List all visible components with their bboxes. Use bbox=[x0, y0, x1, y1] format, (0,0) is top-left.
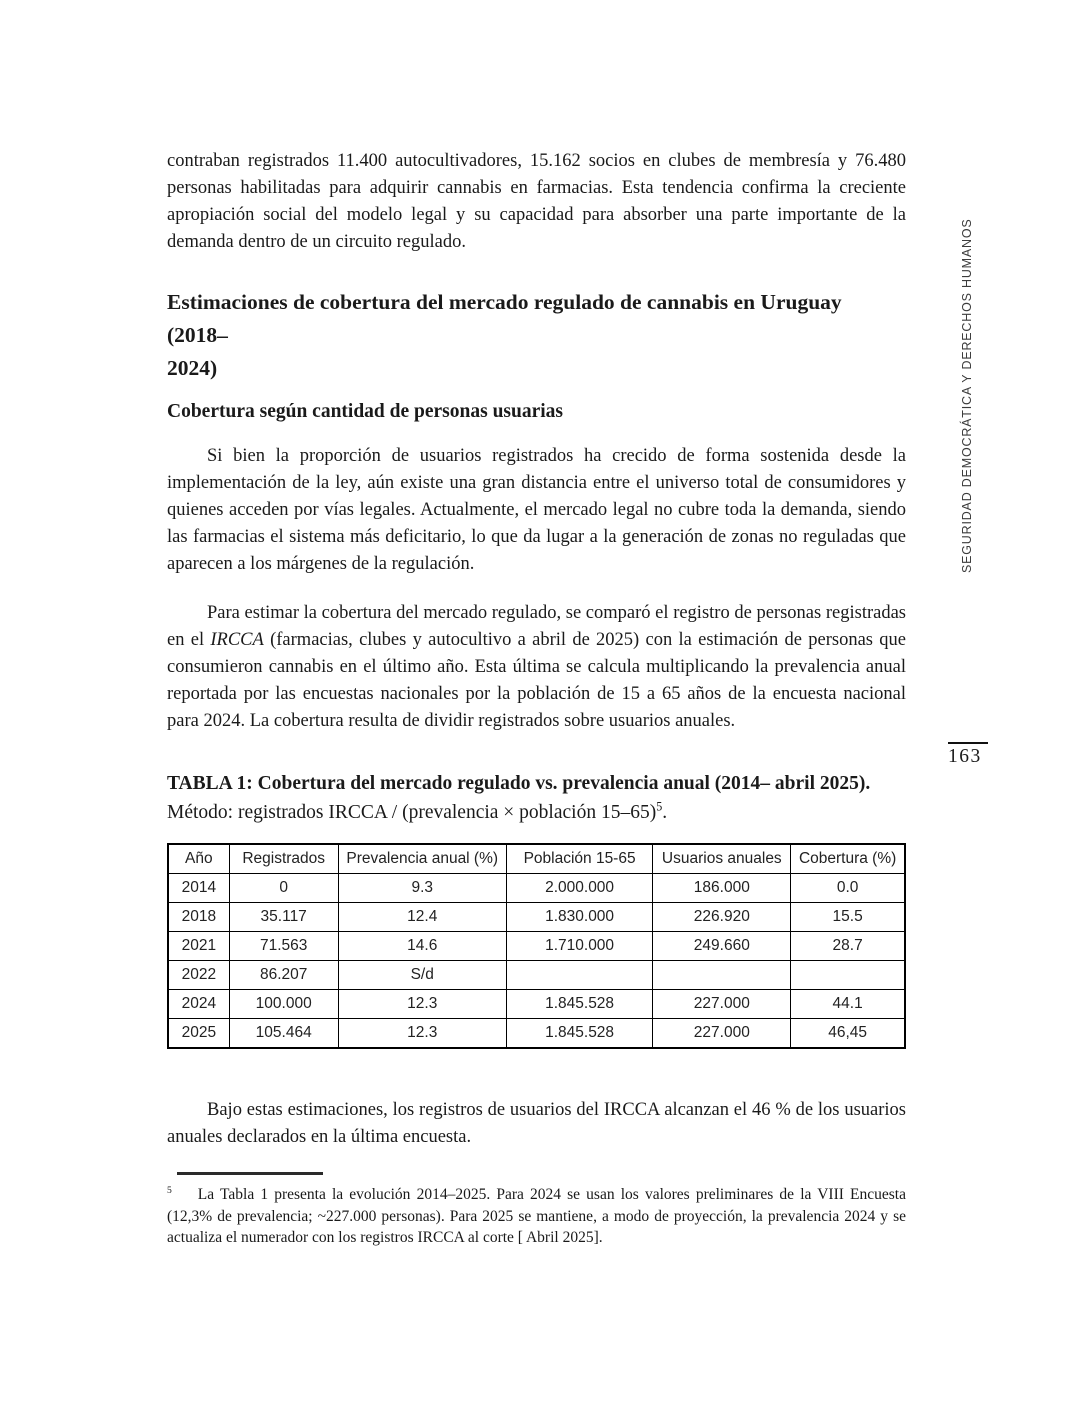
table-cell: 2022 bbox=[168, 961, 229, 990]
table-caption-method bbox=[167, 798, 906, 827]
table-caption-method-period: . bbox=[662, 802, 668, 823]
table-cell: 1.845.528 bbox=[506, 1019, 653, 1049]
table-cell: 0.0 bbox=[791, 874, 905, 903]
table-cell bbox=[791, 961, 905, 990]
table-cell: 227.000 bbox=[653, 1019, 791, 1049]
table-cell: 1.710.000 bbox=[506, 932, 653, 961]
table-cell: 9.3 bbox=[338, 874, 506, 903]
table-header-registrados: Registrados bbox=[229, 844, 338, 874]
table-cell bbox=[506, 961, 653, 990]
table-cell: 2021 bbox=[168, 932, 229, 961]
table-cell: 71.563 bbox=[229, 932, 338, 961]
table-caption bbox=[167, 769, 906, 827]
data-table bbox=[167, 843, 906, 1049]
table-row bbox=[168, 990, 905, 1019]
table-cell: 86.207 bbox=[229, 961, 338, 990]
table-cell: 28.7 bbox=[791, 932, 905, 961]
table-cell: 249.660 bbox=[653, 932, 791, 961]
table-cell: 2018 bbox=[168, 903, 229, 932]
table-cell: 226.920 bbox=[653, 903, 791, 932]
table-cell: 1.830.000 bbox=[506, 903, 653, 932]
table-cell: S/d bbox=[338, 961, 506, 990]
table-cell: 105.464 bbox=[229, 1019, 338, 1049]
table-cell: 1.845.528 bbox=[506, 990, 653, 1019]
table-cell: 2025 bbox=[168, 1019, 229, 1049]
table-header-row bbox=[168, 844, 905, 874]
page-number-rule bbox=[948, 742, 988, 744]
table-row bbox=[168, 1019, 905, 1049]
table-cell: 15.5 bbox=[791, 903, 905, 932]
table-cell: 12.3 bbox=[338, 1019, 506, 1049]
paragraph-3-text-post: (farmacias, clubes y autocultivo a abril de 2025) con la estimación de personas que consumieron cannabis en el último año. Esta última se calcula multiplicando la prevalencia anual reportada por las encuestas nacionales por la población de 15 a 65 años de la encuesta nacional para 2024. La cobertura resulta de dividir registrados sobre usuarios anuales. bbox=[167, 630, 906, 731]
section-heading-line1: Estimaciones de cobertura del mercado regulado de cannabis en Uruguay (2018– bbox=[167, 290, 842, 347]
table-cell: 100.000 bbox=[229, 990, 338, 1019]
body-paragraph-1: contraban registrados 11.400 autocultivadores, 15.162 socios en clubes de membresía y 76.480 personas habilitadas para adquirir cannabis en farmacias. Esta tendencia confirma la creciente apropiación social del modelo legal y su capacidad para absorber una parte importante de la demanda dentro de un circuito regulado. bbox=[167, 151, 906, 252]
section-heading-line2: 2024) bbox=[167, 356, 218, 380]
table-cell: 35.117 bbox=[229, 903, 338, 932]
table-caption-method-text: Método: registrados IRCCA / (prevalencia × población 15–65) bbox=[167, 802, 657, 823]
table-cell: 2014 bbox=[168, 874, 229, 903]
table-cell: 14.6 bbox=[338, 932, 506, 961]
footnote-marker: 5 bbox=[167, 1184, 172, 1196]
table-cell: 227.000 bbox=[653, 990, 791, 1019]
table-cell: 2024 bbox=[168, 990, 229, 1019]
table-header-prevalencia: Prevalencia anual (%) bbox=[338, 844, 506, 874]
page-number-block bbox=[948, 742, 990, 768]
body-paragraph-2: Si bien la proporción de usuarios registrados ha crecido de forma sostenida desde la implementación de la ley, aún existe una gran distancia entre el universo total de consumidores y quienes acceden por vías legales. Actualmente, el mercado legal no cubre toda la demanda, siendo las farmacias el sistema más deficitario, lo que da lugar a la generación de zonas no reguladas que aparecen a los márgenes de la regulación. bbox=[167, 446, 906, 574]
section-heading bbox=[167, 286, 906, 385]
sidebar-vertical-text: SEGURIDAD DEMOCRÁTICA Y DERECHOS HUMANOS bbox=[960, 218, 974, 573]
footnote-separator bbox=[177, 1172, 323, 1175]
table-cell: 186.000 bbox=[653, 874, 791, 903]
table-row bbox=[168, 961, 905, 990]
table-cell bbox=[653, 961, 791, 990]
main-text-column bbox=[167, 148, 906, 1151]
table-caption-footnote-ref: 5 bbox=[656, 799, 663, 814]
page-number: 163 bbox=[948, 746, 982, 767]
footnote-block bbox=[167, 1172, 906, 1249]
paragraph-3-text-pre: Para estimar la cobertura del mercado regulado, se comparó el registro de personas registradas en el bbox=[167, 603, 906, 650]
table-cell: 46,45 bbox=[791, 1019, 905, 1049]
table-row bbox=[168, 874, 905, 903]
subsection-heading: Cobertura según cantidad de personas usuarias bbox=[167, 401, 564, 422]
table-header-usuarios: Usuarios anuales bbox=[653, 844, 791, 874]
ircca-italic: IRCCA bbox=[210, 630, 264, 650]
table-cell: 0 bbox=[229, 874, 338, 903]
body-paragraph-3 bbox=[167, 600, 906, 735]
table-row bbox=[168, 903, 905, 932]
table-cell: 44.1 bbox=[791, 990, 905, 1019]
table-cell: 12.4 bbox=[338, 903, 506, 932]
body-paragraph-4: Bajo estas estimaciones, los registros de usuarios del IRCCA alcanzan el 46 % de los usuarios anuales declarados en la última encuesta. bbox=[167, 1100, 906, 1147]
table-caption-title: TABLA 1: Cobertura del mercado regulado vs. prevalencia anual (2014– abril 2025). bbox=[167, 773, 871, 794]
table-header-ano: Año bbox=[168, 844, 229, 874]
table-cell: 2.000.000 bbox=[506, 874, 653, 903]
footnote bbox=[167, 1184, 906, 1249]
table-header-poblacion: Población 15-65 bbox=[506, 844, 653, 874]
table-header-cobertura: Cobertura (%) bbox=[791, 844, 905, 874]
table-cell: 12.3 bbox=[338, 990, 506, 1019]
footnote-text: La Tabla 1 presenta la evolución 2014–2025. Para 2024 se usan los valores preliminares de la VIII Encuesta (12,3% de prevalencia; ~227.000 personas). Para 2025 se mantiene, a modo de proyección, la prevalencia 2024 y se actualiza el numerador con los registros IRCCA al corte [ Abril 2025]. bbox=[167, 1186, 906, 1246]
table-row bbox=[168, 932, 905, 961]
